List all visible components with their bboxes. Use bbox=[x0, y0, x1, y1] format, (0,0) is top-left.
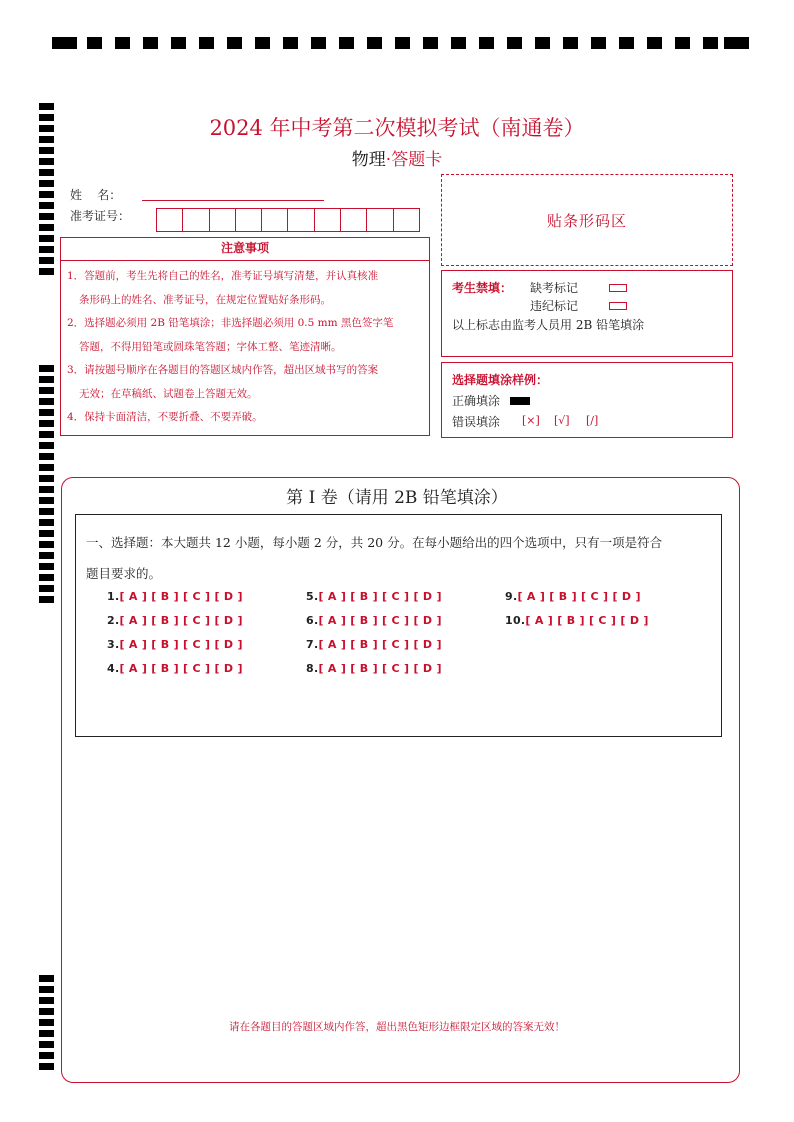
answer-options[interactable]: [ A ] [ B ] [ C ] [ D ] bbox=[517, 590, 641, 603]
question-number: 9. bbox=[505, 590, 518, 603]
timing-mark bbox=[39, 202, 54, 209]
question-number: 8. bbox=[306, 662, 319, 675]
timing-mark bbox=[39, 169, 54, 176]
wrong-mark-check: [√] bbox=[554, 414, 570, 427]
notice-title: 注意事项 bbox=[60, 237, 430, 261]
answer-row-1[interactable] bbox=[107, 590, 243, 603]
sample-title: 选择题填涂样例： bbox=[452, 373, 549, 387]
timing-mark bbox=[87, 37, 102, 49]
timing-mark bbox=[115, 37, 130, 49]
timing-mark bbox=[199, 37, 214, 49]
timing-mark bbox=[39, 431, 54, 438]
name-field[interactable] bbox=[142, 200, 324, 201]
question-number: 1. bbox=[107, 590, 120, 603]
question-number: 7. bbox=[306, 638, 319, 651]
timing-mark bbox=[52, 37, 77, 49]
card-subtitle bbox=[0, 145, 794, 170]
timing-mark bbox=[171, 37, 186, 49]
absent-mark[interactable] bbox=[609, 284, 627, 292]
timing-mark bbox=[39, 975, 54, 982]
timing-mark bbox=[39, 103, 54, 110]
timing-mark bbox=[39, 552, 54, 559]
answer-options[interactable]: [ A ] [ B ] [ C ] [ D ] bbox=[119, 662, 243, 675]
correct-fill-label: 正确填涂 bbox=[452, 394, 501, 408]
timing-mark bbox=[39, 235, 54, 242]
correct-fill-sample bbox=[510, 397, 530, 405]
timing-mark bbox=[395, 37, 410, 49]
timing-mark bbox=[39, 986, 54, 993]
timing-mark bbox=[39, 508, 54, 515]
name-label: 姓 名： bbox=[70, 188, 122, 202]
forbid-note: 以上标志由监考人员用 2B 铅笔填涂 bbox=[452, 318, 645, 332]
forbid-title: 考生禁填： bbox=[452, 281, 513, 295]
id-digit-box[interactable] bbox=[394, 209, 419, 231]
timing-mark bbox=[39, 398, 54, 405]
id-digit-box[interactable] bbox=[288, 209, 314, 231]
top-timing-marks bbox=[52, 37, 749, 50]
timing-mark bbox=[619, 37, 634, 49]
id-digit-box[interactable] bbox=[210, 209, 236, 231]
timing-mark bbox=[724, 37, 749, 49]
timing-mark bbox=[39, 409, 54, 416]
answer-options[interactable]: [ A ] [ B ] [ C ] [ D ] bbox=[119, 638, 243, 651]
timing-mark bbox=[39, 585, 54, 592]
timing-mark bbox=[423, 37, 438, 49]
notice-box bbox=[60, 260, 430, 436]
timing-mark bbox=[311, 37, 326, 49]
answer-options[interactable]: [ A ] [ B ] [ C ] [ D ] bbox=[119, 590, 243, 603]
question-number: 2. bbox=[107, 614, 120, 627]
timing-mark bbox=[39, 464, 54, 471]
barcode-label: 贴条形码区 bbox=[546, 211, 627, 230]
notice-line: 条形码上的姓名、准考证号，在规定位置贴好条形码。 bbox=[79, 293, 331, 306]
answer-area-warning: 请在各题目的答题区域内作答，超出黑色矩形边框限定区域的答案无效！ bbox=[229, 1021, 565, 1033]
barcode-area bbox=[441, 174, 733, 266]
id-digit-box[interactable] bbox=[367, 209, 393, 231]
timing-mark bbox=[39, 420, 54, 427]
timing-mark bbox=[39, 246, 54, 253]
timing-mark bbox=[39, 268, 54, 275]
fill-sample-box bbox=[441, 362, 733, 438]
answer-row-3[interactable] bbox=[107, 638, 243, 651]
answer-row-2[interactable] bbox=[107, 614, 243, 627]
wrong-mark-slash: [/] bbox=[586, 414, 599, 427]
timing-mark bbox=[39, 387, 54, 394]
timing-mark bbox=[675, 37, 690, 49]
wrong-fill-label: 错误填涂 bbox=[452, 415, 501, 429]
timing-mark bbox=[367, 37, 382, 49]
timing-mark bbox=[591, 37, 606, 49]
timing-mark bbox=[255, 37, 270, 49]
wrong-mark-cross: [×] bbox=[522, 414, 540, 427]
notice-line: 4．保持卡面清洁，不要折叠、不要弄破。 bbox=[67, 411, 263, 423]
answer-options[interactable]: [ A ] [ B ] [ C ] [ D ] bbox=[525, 614, 649, 627]
answer-row-4[interactable] bbox=[107, 662, 243, 675]
timing-mark bbox=[227, 37, 242, 49]
answer-options[interactable]: [ A ] [ B ] [ C ] [ D ] bbox=[318, 662, 442, 675]
timing-mark bbox=[39, 224, 54, 231]
answer-row-8[interactable] bbox=[306, 662, 442, 675]
timing-mark bbox=[39, 453, 54, 460]
timing-mark bbox=[39, 475, 54, 482]
answer-options[interactable]: [ A ] [ B ] [ C ] [ D ] bbox=[318, 638, 442, 651]
subject-name: 物理 bbox=[351, 150, 386, 170]
notice-line: 答题，不得用铅笔或圆珠笔答题；字体工整、笔迹清晰。 bbox=[79, 340, 342, 353]
answer-row-6[interactable] bbox=[306, 614, 442, 627]
timing-mark bbox=[39, 376, 54, 383]
question-number: 6. bbox=[306, 614, 319, 627]
timing-mark bbox=[283, 37, 298, 49]
answer-card-label: 答题卡 bbox=[391, 150, 443, 170]
timing-mark bbox=[339, 37, 354, 49]
instruction-line: 题目要求的。 bbox=[86, 566, 162, 581]
timing-mark bbox=[39, 997, 54, 1004]
timing-mark bbox=[535, 37, 550, 49]
violation-label: 违纪标记 bbox=[530, 299, 579, 313]
timing-mark bbox=[143, 37, 158, 49]
exam-title: 2024 年中考第二次模拟考试（南通卷） bbox=[209, 116, 585, 140]
timing-mark bbox=[703, 37, 718, 49]
question-number: 10. bbox=[505, 614, 526, 627]
timing-mark bbox=[451, 37, 466, 49]
timing-mark bbox=[39, 442, 54, 449]
timing-mark bbox=[507, 37, 522, 49]
timing-mark bbox=[39, 596, 54, 603]
answer-options[interactable]: [ A ] [ B ] [ C ] [ D ] bbox=[318, 590, 442, 603]
question-number: 5. bbox=[306, 590, 319, 603]
id-digit-box[interactable] bbox=[315, 209, 341, 231]
examiner-only-box bbox=[441, 270, 733, 357]
timing-mark bbox=[39, 563, 54, 570]
timing-mark bbox=[479, 37, 494, 49]
subtitle-dot: · bbox=[385, 150, 392, 170]
timing-mark bbox=[39, 1041, 54, 1048]
timing-mark bbox=[39, 180, 54, 187]
notice-line: 2．选择题必须用 2B 铅笔填涂；非选择题必须用 0.5 mm 黑色签字笔 bbox=[67, 317, 394, 329]
id-digit-box[interactable] bbox=[236, 209, 262, 231]
question-number: 4. bbox=[107, 662, 120, 675]
timing-mark bbox=[39, 519, 54, 526]
timing-mark bbox=[39, 530, 54, 537]
id-digit-box[interactable] bbox=[183, 209, 209, 231]
question-number: 3. bbox=[107, 638, 120, 651]
id-digit-box[interactable] bbox=[341, 209, 367, 231]
section-one-title: 第 I 卷（请用 2B 铅笔填涂） bbox=[286, 488, 508, 508]
answer-row-9[interactable] bbox=[505, 590, 641, 603]
exam-id-label: 准考证号： bbox=[70, 209, 131, 223]
instruction-line: 一、选择题：本大题共 12 小题，每小题 2 分，共 20 分。在每小题给出的四个选项中，只有一项是符合 bbox=[86, 535, 663, 550]
timing-mark bbox=[39, 541, 54, 548]
timing-mark bbox=[563, 37, 578, 49]
timing-mark bbox=[39, 1063, 54, 1070]
choice-instructions bbox=[86, 527, 716, 589]
timing-mark bbox=[39, 257, 54, 264]
answer-options[interactable]: [ A ] [ B ] [ C ] [ D ] bbox=[318, 614, 442, 627]
id-digit-box[interactable] bbox=[157, 209, 183, 231]
absent-label: 缺考标记 bbox=[530, 281, 579, 295]
timing-mark bbox=[39, 191, 54, 198]
answer-options[interactable]: [ A ] [ B ] [ C ] [ D ] bbox=[119, 614, 243, 627]
timing-mark bbox=[39, 365, 54, 372]
exam-id-boxes[interactable] bbox=[156, 208, 420, 232]
timing-mark bbox=[39, 1008, 54, 1015]
answer-row-7[interactable] bbox=[306, 638, 442, 651]
notice-line: 无效；在草稿纸、试题卷上答题无效。 bbox=[79, 387, 258, 400]
notice-line: 1．答题前，考生先将自己的姓名，准考证号填写清楚，并认真核准 bbox=[67, 270, 379, 282]
timing-mark bbox=[647, 37, 662, 49]
timing-mark bbox=[39, 213, 54, 220]
answer-row-5[interactable] bbox=[306, 590, 442, 603]
violation-mark[interactable] bbox=[609, 302, 627, 310]
timing-mark bbox=[39, 1052, 54, 1059]
answer-row-10[interactable] bbox=[505, 614, 649, 627]
timing-mark bbox=[39, 574, 54, 581]
id-digit-box[interactable] bbox=[262, 209, 288, 231]
notice-line: 3．请按题号顺序在各题目的答题区域内作答，超出区域书写的答案 bbox=[67, 364, 379, 376]
